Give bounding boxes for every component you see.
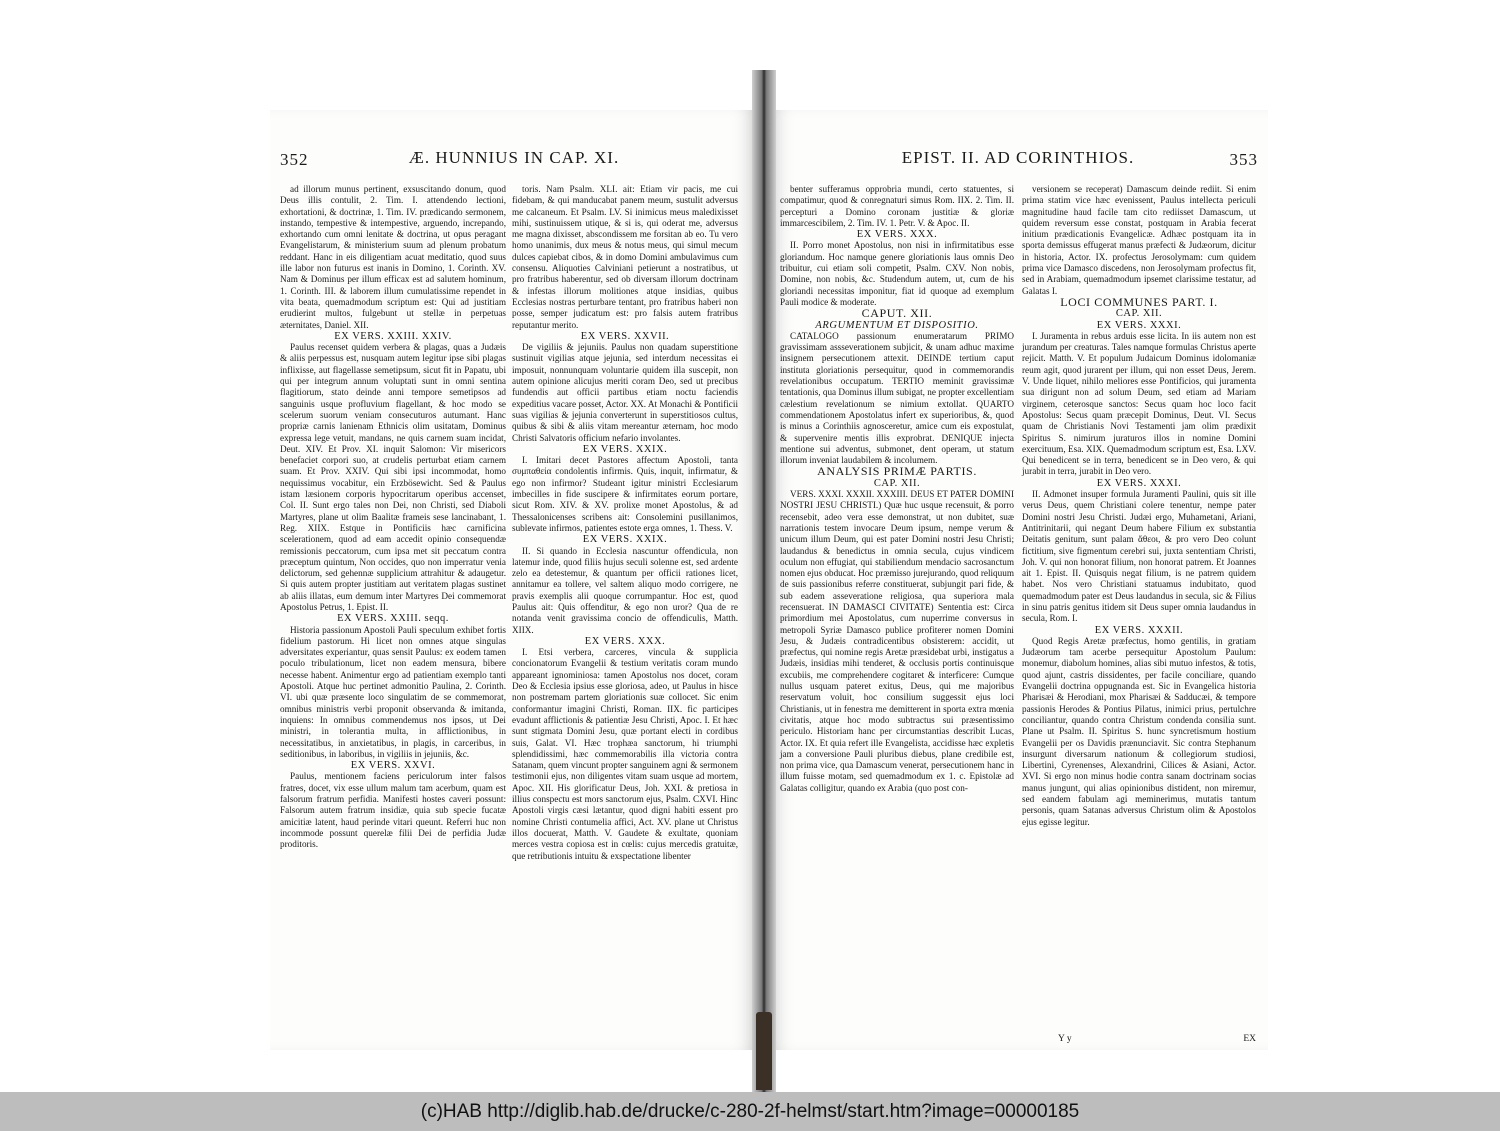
- right-page-header: [778, 148, 1258, 170]
- right-column-2: [1022, 184, 1256, 828]
- section-heading: EX VERS. XXX.: [584, 635, 666, 647]
- section-heading: EX VERS. XXVI.: [350, 760, 436, 772]
- paragraph: II. Si quando in Ecclesia nascuntur offendicula, non latemur inde, quod filiis hujus seculi solenne est, sed ardente zelo ea detestemur, & quantum per officii rationes licet, annitamur ea tollere, vel saltem aliquo modo corrigere, ne pravis exemplis alii quoque corrumpantur. Hoc est, quod Paulus ait: Quis offenditur, & ego non uror? Qua de re notanda venit gravissima concio de offendiculis, Matth. XIIX.: [512, 545, 738, 635]
- paragraph: I. Juramenta in rebus arduis esse licita. In iis autem non est jurandum per creaturas. Tales namque formulas Christus aperte rejicit. Matth. V. Et populum Judaicum Dominus idolomaniæ reum agit, quod jurarent per illum, qui non esset Deus, Jerem. V. Unde liquet, nihilo meliores esse Pontificios, qui juramenta sua dirigunt non ad solum Deum, sed etiam ad Mariam virginem, ceterosque sanctos: Secus quam hoc loco facit Apostolus: Secus quam præcepit Dominus, Deut. VI. Secus quam de Christianis Novi Testamenti jam olim prædixit Spiritus S. nimirum juraturos illos in nomine Domini exercituum, Esa. XIX. Quemadmodum scriptum est, Esa. LXV. Qui benedicent se in terra, benedicent se in Deo vero, & qui jurabit in terra, jurabit in Deo vero.: [1022, 330, 1256, 477]
- section-heading: EX VERS. XXIII. XXIV.: [334, 330, 452, 342]
- section-heading: EX VERS. XXXI.: [1096, 477, 1182, 489]
- paragraph: Historia passionum Apostoli Pauli speculum exhibet fortis fidelium pastorum. Hi licet non omnes atque singulas adversitates experiantur, quas sensit Paulus: ex eodem tamen poculo tribulationum, licet non eadem mensura, bibere necesse habent. Animentur ergo ad patientiam exemplo tanti Apostoli. Atque huc pertinet admonitio Paulina, 2. Corinth. VI. ubi quæ præsente loco singulatim de se commemorat, omnibus ministris verbi proponit observanda & imitanda, inquiens: In omnibus commendemus nos ipsos, ut Dei ministri, in tolerantia multa, in afflictionibus, in necessitatibus, in anxietatibus, in plagis, in carceribus, in seditionibus, in laboribus, in vigiliis in jejuniis, &c.: [280, 624, 506, 759]
- left-page: [270, 110, 758, 1050]
- signature-mark: Y y: [1058, 1034, 1072, 1044]
- paragraph: VERS. XXXI. XXXII. XXXIII. DEUS ET PATER DOMINI NOSTRI JESU CHRISTI.) Quæ huc usque recensuit, & porro recensebit, adeo vera esse demonstrat, ut non dubitet, suæ narrationis testem invocare Deum ipsum, nempe verum & unicum illum Deum, qui est pater Domini nostri Jesu Christi; laudandus & benedictus in omnia secula, cujus vindicem oculum non effugiat, qui stabiliendum mendacio sacrosanctum nomen ejus obducat. Hoc præmisso jurejurando, quod reliquum de suis passionibus referre constituerat, subjungit pari fide, & sub eadem asseveratione religiosa, qua superiora mala recensuerat. IN DAMASCI CIVITATE) Sententia est: Circa primordium mei Apostolatus, cum nuperrime conversus in metropoli Syriæ Damasco publice profiterer nomen Domini Jesu, & Judæis contradicentibus obsisterem: accidit, ut præfectus, qui nomine regis Aretæ præsidebat urbi, instigatus a Judæis, insidias mihi tenderet, & occlusis portis continuisque excubiis, me comprehendere cogitaret & interficere: Cumque nullus usquam pateret exitus, Deus, qui me majoribus reservatum voluit, hoc consilium suggessit ejus loci Christianis, ut in fenestra me demitterent in sporta extra mœnia civitatis, atque hoc modo subtractus sui præsentissimo periculo. Historiam hanc per circumstantias describit Lucas, Actor. IX. Et quia refert ille Evangelista, accidisse hæc expletis jam a conversione Pauli pluribus diebus, plane credibile est, non prima vice, qua Damascum venerat, persecutionem hanc in illum fuisse motam, sed quemadmodum ex 1. c. Epistolæ ad Galatas colligitur, quando ex Arabia (quo post con-: [780, 489, 1014, 793]
- section-heading: EX VERS. XXIX.: [582, 443, 668, 455]
- paragraph: CATALOGO passionum enumeratarum PRIMO gravissimam assseverationem subjicit, & unam adhuc maxime insignem persecutionem attexit. DEINDE tertium caput instituta gloriationis persequitur, quod in commemorandis revelationibus occupatum. TERTIO meminit gravissimæ tentationis, qua Dominus illum subigat, ne propter excellentiam cælestium revelationum se nimium extollat. QUARTO commendationem Apostolatus infert ex superioribus, &, quod is minus a Corinthiis agnosceretur, amice cum eis expostulat, & supervenire mentis illis exprobrat. DENIQUE injecta mentione sui adventus, submonet, dent operam, ut statum illorum inveniat laudabilem & incolumem.: [780, 330, 1014, 466]
- section-heading: EX VERS. XXX.: [856, 229, 938, 241]
- paragraph: Paulus, mentionem faciens periculorum inter falsos fratres, docet, vix esse ullum malum tam acerbum, quam est falsorum fratrum perfidia. Manifesti hostes caveri possunt: Falsorum autem fratrum insidiæ, quia sub specie fucatæ amicitiæ latent, haud perinde vitari queunt. Referri huc non incommode possunt querelæ filii Dei de perfidia Judæ proditoris.: [280, 771, 506, 850]
- paragraph: I. Etsi verbera, carceres, vincula & supplicia concionatorum Evangelii & testium veritatis coram mundo appareant ignominiosa: tamen Apostolus nos docet, coram Deo & Ecclesia ipsius esse gloriosa, adeo, ut Paulus in hisce non postremam partem gloriationis suæ collocet. Sic enim conformantur imagini Christi, Roman. IIX. fic participes evadunt afflictionis & patientiæ Jesu Christi, Apoc. I. Et hæc sunt stigmata Domini Jesu, quæ portant electi in cordibus suis, Galat. VI. Hæc trophæa sanctorum, hi triumphi splendidissimi, hæc commemorabilis illa victoria contra Satanam, quem vincunt propter sanguinem agni & sermonem testimonii ejus, non diligentes vitam suam usque ad mortem, Apoc. XII. His glorificatur Deus, Joh. XXI. & pretiosa in illius conspectu est mors sanctorum ejus, Psalm. CXVI. Hinc Apostoli virgis cæsi lætantur, quod digni habiti essent pro nomine Christi contumelia affici, Act. XV. plane ut Christus illos docuerat, Matth. V. Gaudete & exultate, quoniam merces vestra copiosa est in cœlis: cujus mercedis gratuitæ, que retributionis intuitu & exspectatione libenter: [512, 647, 738, 861]
- paragraph: toris. Nam Psalm. XLI. ait: Etiam vir pacis, me cui fidebam, & qui manducabat panem meum, sustulit adversus me calcaneum. Et Psalm. LV. Si inimicus meus maledixisset mihi, sustinuissem utique, & si is, qui oderat me, adversus me magna dixisset, abscondissem me forsitan ab eo. Tu vero homo unanimis, dux meus & notus meus, qui simul mecum dulces capiebat cibos, & in domo Domini ambulavimus cum consensu. Aliquoties Calviniani petierunt a nostratibus, ut pro fratribus haberentur, sed ob diversam illorum doctrinam & infestas illorum molitiones atque insidias, quibus Ecclesias nostras perturbare tentant, pro fratribus haberi non posse, semper judicatum est: pro falsis autem fratribus reputantur merito.: [512, 184, 738, 330]
- source-url: (c)HAB http://diglib.hab.de/drucke/c-280-2f-helmst/start.htm?image=00000185: [420, 1101, 1080, 1122]
- left-column-1: [280, 184, 506, 851]
- paragraph: I. Imitari decet Pastores affectum Apostoli, tanta συμπαθεία condolentis infirmis. Quis, inquit, infirmatur, & ego non infirmor? Studeant igitur ministri Ecclesiarum imbecilles in fide suscipere & infirmitates eorum portare, sicut Rom. XIV. & XV. prolixe monet Apostolus, & ad Thessalonicenses scribens ait: Consolemini pusillanimos, sublevate infirmos, patientes estote erga omnes, 1. Thess. V.: [512, 455, 738, 533]
- right-page: [768, 110, 1268, 1050]
- paragraph: De vigiliis & jejuniis. Paulus non quadam superstitione sustinuit vigilias atque jejunia, sed interdum necessitas ei imposuit, nonnunquam voluntarie quidem illa suscepit, non autem opinione alicujus meriti coram Deo, sed ut precibus fundendis aut officii partibus etiam noctu faciendis expeditius vacare posset, Actor. XX. At Monachi & Pontificii suas vigilias & jejunia converterunt in superstitiosos cultus, quibus & sibi & aliis vitam mereantur æternam, hoc modo Christi Salvatoris officium nefario involantes.: [512, 342, 738, 443]
- section-heading: EX VERS. XXXI.: [1096, 319, 1182, 331]
- paragraph: II. Admonet insuper formula Juramenti Paulini, quis sit ille verus Deus, quem Christiani colere tenentur, nempe pater Domini nostri Jesu Christi. Judæi ergo, Muhametani, Ariani, Antitrinitarii, qui negant Deum habere Filium ex substantia Deitatis genitum, sunt palam ἄθεοι, & pro vero Deo colunt fictitium, sive figmentum cerebri sui, juxta sententiam Christi, Joh. V. qui non honorat filium, non honorat patrem. Et Joannes ait 1. Epist. II. Quisquis negat filium, is ne patrem quidem habet. Nos vero Christiani statuamus indubitato, quod quemadmodum pater est Deus laudandus in secula, sic & Filius in sinu patris genitus itidem sit Deus super omnia laudandus in secula, Rom. I.: [1022, 489, 1256, 624]
- paragraph: II. Porro monet Apostolus, non nisi in infirmitatibus esse gloriandum. Hoc namque genere gloriationis laus omnis Deo tribuitur, cui etiam soli competit, Psalm. CXV. Non nobis, Domine, non nobis, &c. Studendum autem, ut, cum de his gloriandi necessitas imponitur, fiat id quoque ad exemplum Pauli modice & moderate.: [780, 240, 1014, 307]
- section-heading: CAPUT. XII.: [861, 306, 933, 321]
- left-page-number: 352: [280, 150, 309, 169]
- paragraph: versionem se receperat) Damascum deinde rediit. Si enim prima statim vice hæc evenissent, Paulus intellecta periculi magnitudine haud facile tam cito rediisset Damascum, ut quidem reversum esse constat, postquam in Arabia fecerat initium prædicationis Evangelicæ. Adhæc postquam ita in sporta demissus effugerat manus præfecti & Judæorum, dicitur in historia, Actor. IX. profectus Jerosolymam: cum quidem prima vice Damasco discedens, non Jerosolymam profectus fit, sed in Arabiam, quemadmodum ipsemet clarissime testatur, ad Galatas I.: [1022, 184, 1256, 296]
- section-heading: CAP. XII.: [873, 477, 921, 489]
- paragraph: benter sufferamus opprobria mundi, certo statuentes, si compatimur, quod & conregnaturi simus Rom. IIX. 2. Tim. II. percepturi a Domino coronam justitiæ & gloriæ immarcescibilem, 2. Tim. IV. 1. Petr. V. & Apoc. II.: [780, 184, 1014, 228]
- section-heading: EX VERS. XXIII. seqq.: [337, 613, 449, 625]
- section-heading: LOCI COMMUNES PART. I.: [1060, 294, 1218, 309]
- paragraph: Quod Regis Aretæ præfectus, homo gentilis, in gratiam Judæorum tam acerbe persequitur Apostolum Paulum: monemur, diabolum homines, alias sibi mutuo infestos, & totis, quod ajunt, castris dissidentes, per facile conciliare, quando Evangelii doctrina oppugnanda est. Sic in Evangelica historia Pharisæi & Herodiani, mox Pharisæi & Sadducæi, & tempore passionis Herodes & Pontius Pilatus, inimici prius, pertulchre conciliantur, quando contra Christum condenda consilia sunt. Plane ut Psalm. II. Spiritus S. hunc syncretismum hostium Evangelii per os Davidis prænunciavit. Sic contra Stephanum insurgunt diversarum nationum & collegiorum studiosi, Libertini, Cyrenenses, Alexandrini, Cilices & Asiani, Actor. XVI. Si ergo non minus hodie contra sanam doctrinam socias manus jungunt, qui alias opinionibus distident, non miremur, sed eandem fabulam agi meminerimus, mutatis tantum personis, quam Satanas adversus Christum olim & Apostolos ejus egisse legitur.: [1022, 635, 1256, 827]
- left-column-2: [512, 184, 738, 862]
- section-heading: ANALYSIS PRIMÆ PARTIS.: [817, 464, 977, 479]
- catchword: EX: [1243, 1034, 1256, 1044]
- section-heading: EX VERS. XXXII.: [1094, 624, 1184, 636]
- left-running-head: Æ. HUNNIUS IN CAP. XI.: [408, 148, 620, 167]
- left-page-header: [280, 148, 748, 170]
- book-clamp: [756, 1012, 772, 1090]
- source-footer: [0, 1092, 1500, 1131]
- paragraph: ad illorum munus pertinent, exsuscitando donum, quod Deus illis contulit, 2. Tim. I. attendendo lectioni, exhortationi, & doctrinæ, 1. Tim. IV. prædicando sermonem, instando, tempestive & intempestive, arguendo, increpando, exhortando cum omni lenitate & doctrina, ut opus peragant Evangelistarum, & ministerium suum ad plenum probatum reddant. Hanc in eis diligentiam acuat meditatio, quod suus ille labor non futurus est inanis in Domino, 1. Corinth. XV. Nam & Dominus per illum efficax est ad salutem hominum, 1. Corinth. III. & laborem illum cumulatissime rependet in vita beata, quemadmodum scriptum est: Qui ad justitiam erudierint multos, fulgebunt ut stellæ in perpetuas æternitates, Daniel. XII.: [280, 184, 506, 330]
- right-running-head: EPIST. II. AD CORINTHIOS.: [901, 148, 1135, 167]
- section-heading: CAP. XII.: [1115, 308, 1163, 320]
- right-column-1: [780, 184, 1014, 794]
- section-heading: ARGUMENTUM ET DISPOSITIO.: [815, 319, 979, 331]
- section-heading: EX VERS. XXVII.: [580, 330, 670, 342]
- right-page-number: 353: [1229, 150, 1258, 169]
- paragraph: Paulus recenset quidem verbera & plagas, quas a Judæis & aliis perpessus est, nusquam autem legitur ipse sibi plagas inflixisse, aut flagellasse semetipsum, sicut fit in Papatu, ubi qui per integrum annum voluptati sunt in omni sentina flagitiorum, stato deinde anni tempore semetipsos ad sanguinis usque profluvium flagellant, & hoc modo se scelerum suorum veniam consecuturos autumant. Hanc propriæ carnis lanienam Ethnicis olim usitatam, Dominus expressa lege vetuit, mandans, ne quis carnem suam incidat, Deut. XIV. Et Prov. XI. inquit Salomon: Vir misericors benefaciet corpori suo, at crudelis perturbat etiam carnem suam. Et Prov. XXIV. Qui sibi ipsi incommodat, homo nequissimus vocabitur, ein Erzbösewicht. Sed & Paulus istam læsionem corporis hypocritarum operibus accenset, Col. II. Sunt ergo tales non Dei, non Christi, sed Diaboli Martyres, plane ut olim Baalitæ frameis sese lancinabant, 1. Reg. XIIX. Estque in Pontificiis hæc carnificina scelerationem, quod ad eam accedit opinio consequendæ remissionis peccatorum, cum ipsa met sit peccatum contra præceptum quintum, Non occides, quo non imperratur venia delictorum, sed gehennæ supplicium attrahitur & adaugetur. Si quis autem propter justitiam aut veritatem plagas sustinet ab aliis illatas, eum demum inter Martyres Dei commemorat Apostolus Petrus, 1. Epist. II.: [280, 342, 506, 612]
- book-gutter: [752, 70, 776, 1092]
- section-heading: EX VERS. XXIX.: [582, 534, 668, 546]
